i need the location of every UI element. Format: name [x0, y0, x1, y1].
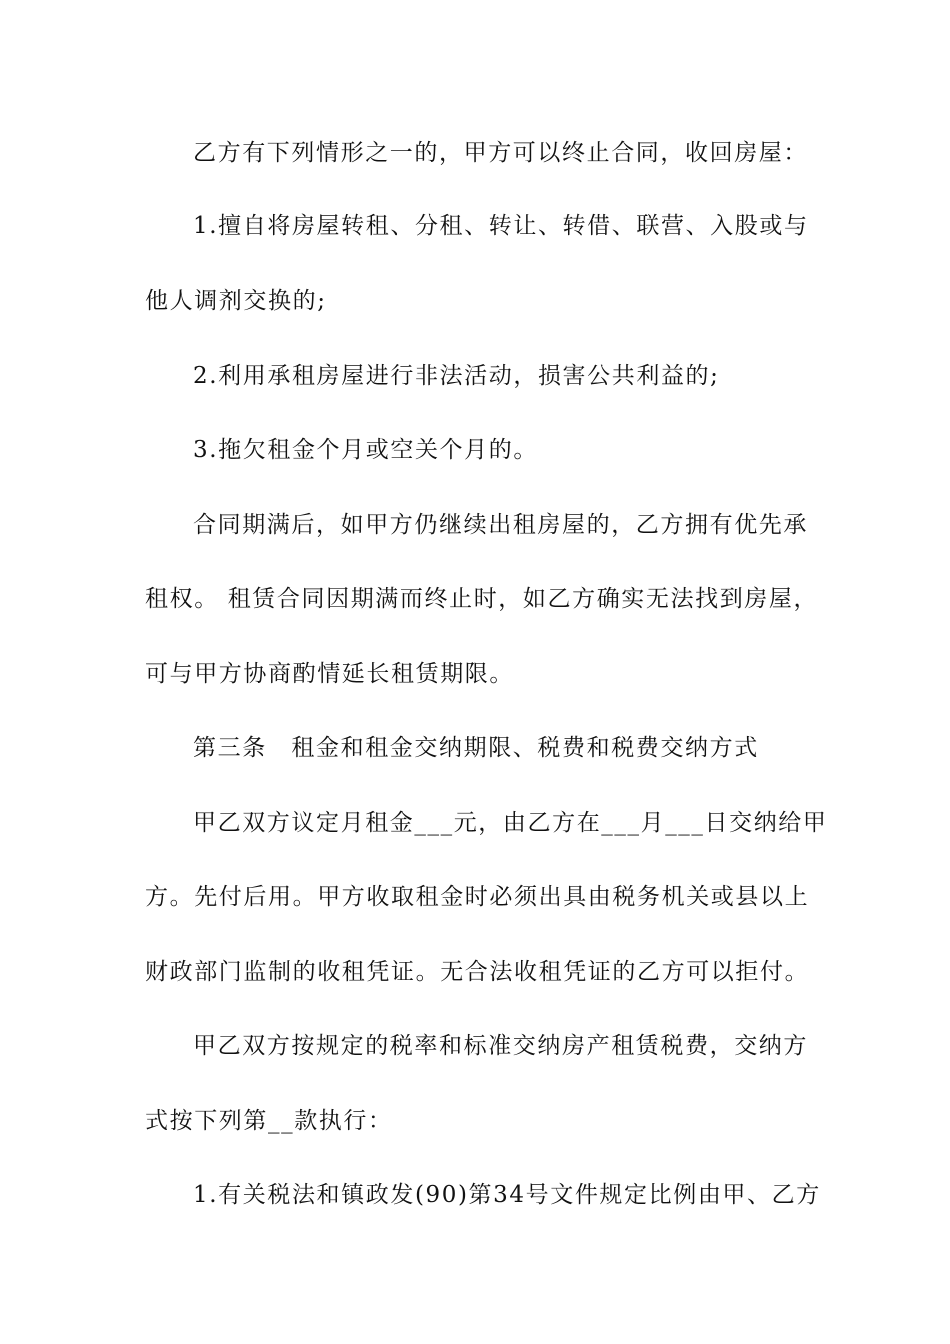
paragraph-line-6: 合同期满后，如甲方仍继续出租房屋的，乙方拥有优先承 [193, 512, 808, 538]
paragraph-line-7: 租权。 租赁合同因期满而终止时，如乙方确实无法找到房屋， [145, 586, 819, 612]
paragraph-line-10: 甲乙双方议定月租金___元，由乙方在___月___日交纳给甲 [193, 810, 828, 836]
paragraph-line-2: 1.擅自将房屋转租、分租、转让、转借、联营、入股或与 [193, 213, 809, 239]
paragraph-line-14: 式按下列第__款执行： [145, 1108, 393, 1134]
section-heading: 第三条 租金和租金交纳期限、税费和税费交纳方式 [193, 735, 759, 761]
paragraph-line-11: 方。先付后用。甲方收取租金时必须出具由税务机关或县以上 [145, 884, 810, 910]
paragraph-line-13: 甲乙双方按规定的税率和标准交纳房产租赁税费，交纳方 [193, 1033, 808, 1059]
paragraph-line-15: 1.有关税法和镇政发(90)第34号文件规定比例由甲、乙方 [193, 1182, 821, 1208]
paragraph-line-1: 乙方有下列情形之一的，甲方可以终止合同，收回房屋： [193, 140, 808, 166]
paragraph-line-5: 3.拖欠租金个月或空关个月的。 [193, 437, 538, 463]
paragraph-line-8: 可与甲方协商酌情延长租赁期限。 [145, 661, 514, 687]
paragraph-line-12: 财政部门监制的收租凭证。无合法收租凭证的乙方可以拒付。 [145, 959, 810, 985]
paragraph-line-3: 他人调剂交换的; [145, 288, 327, 314]
paragraph-line-4: 2.利用承租房屋进行非法活动，损害公共利益的; [193, 363, 720, 389]
